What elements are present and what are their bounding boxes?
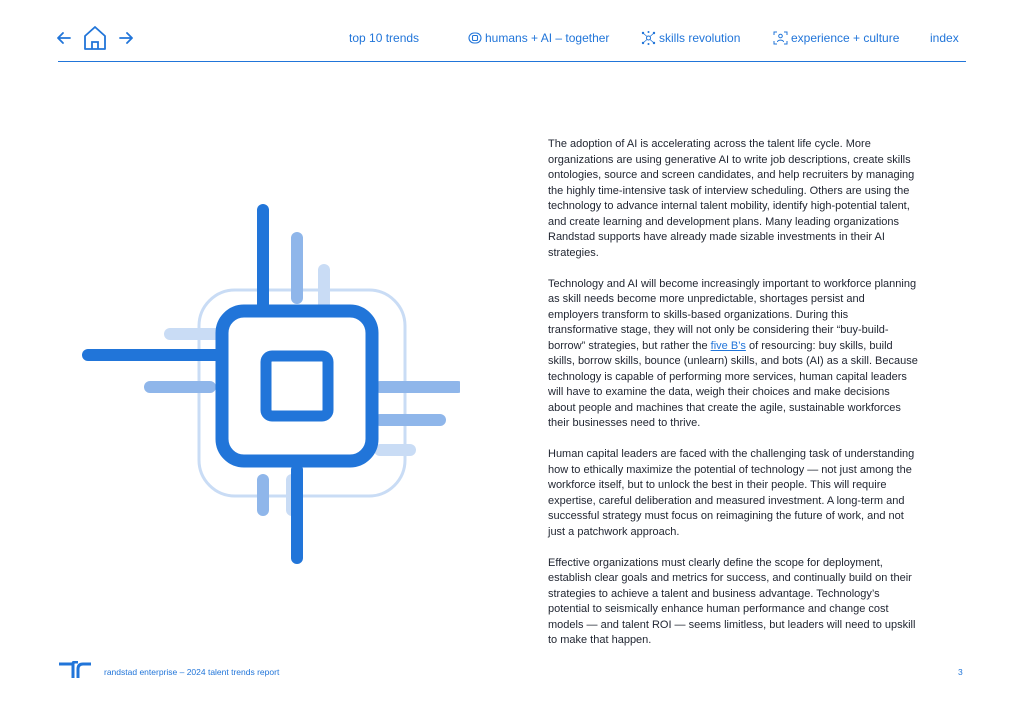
nav-humans-ai-together[interactable] <box>468 31 609 45</box>
microchip-icon <box>60 180 460 580</box>
paragraph-1: The adoption of AI is accelerating across the talent life cycle. More organizations are using generative AI to write job descriptions, create skills ontologies, source and screen candidates, and help recruiters by managing the highly time-intensive task of interview scheduling. Others are using the technology to advance internal talent mobility, identify high-potential talent, and create learning and development plans. Many leading organizations Randstad supports have already made sizable investments in their AI strategies. <box>548 138 915 259</box>
nav-divider <box>58 61 966 62</box>
page-number: 3 <box>958 667 963 677</box>
nav-link-label: top 10 trends <box>349 31 420 45</box>
arrow-right-icon[interactable] <box>118 30 134 46</box>
footer-report-title: randstad enterprise – 2024 talent trends report <box>104 667 280 677</box>
nav-experience-culture[interactable] <box>773 31 899 45</box>
nav-skills-revolution[interactable] <box>641 31 740 45</box>
nav-link-label: skills revolution <box>659 31 741 45</box>
people-icon <box>773 31 788 45</box>
nav-index[interactable] <box>930 31 959 45</box>
nav-link-label: humans + AI – together <box>485 31 610 45</box>
arrow-left-icon[interactable] <box>56 30 72 46</box>
paragraph-4: Effective organizations must clearly define the scope for deployment, establish clear goals and metrics for success, and continually build on their strategies to achieve a talent and business advantage. Technology’s potential to seismically enhance human performance and change cost models — and talent ROI — seems limitless, but leaders will need to upskill to make that happen. <box>548 556 916 646</box>
paragraph-3: Human capital leaders are faced with the challenging task of understanding how to ethically maximize the potential of technology — not just among the workforce itself, but to unlock the best in their people. This will require expertise, careful deliberation and measured investment. A long-term and successful strategy must focus on reimagining the future of work, and not just a patchwork approach. <box>548 448 915 538</box>
home-icon[interactable] <box>82 25 108 51</box>
nav-link-label: index <box>930 31 959 45</box>
nav-link-label: experience + culture <box>791 31 900 45</box>
ai-chip-icon <box>468 32 482 44</box>
nav-top-10-trends[interactable] <box>349 31 419 45</box>
article-body <box>548 137 918 664</box>
network-icon <box>641 31 656 45</box>
paragraph-2 <box>548 277 918 432</box>
five-bs-link[interactable]: five B’s <box>710 339 746 352</box>
paragraph-2-text: Technology and AI will become increasingly important to workforce planning as skill needs become more unpredictable, shortages persist and employers transform to skills-based organizations. During this transformative stage, they will not only be considering their “buy-build-borrow” strategies, but rather the <box>548 277 917 352</box>
top-navigation <box>0 0 1024 62</box>
paragraph-2-text-end: of resourcing: buy skills, build skills, borrow skills, bounce (unlearn) skills, and bots (AI) as a skill. Because technology is capable of performing more services, human capital leaders will have to examine the data, weigh their choices and make decisions about people and machines that create the agile, sustainable workforces their businesses need to thrive. <box>548 339 918 429</box>
randstad-logo-icon <box>58 661 92 679</box>
